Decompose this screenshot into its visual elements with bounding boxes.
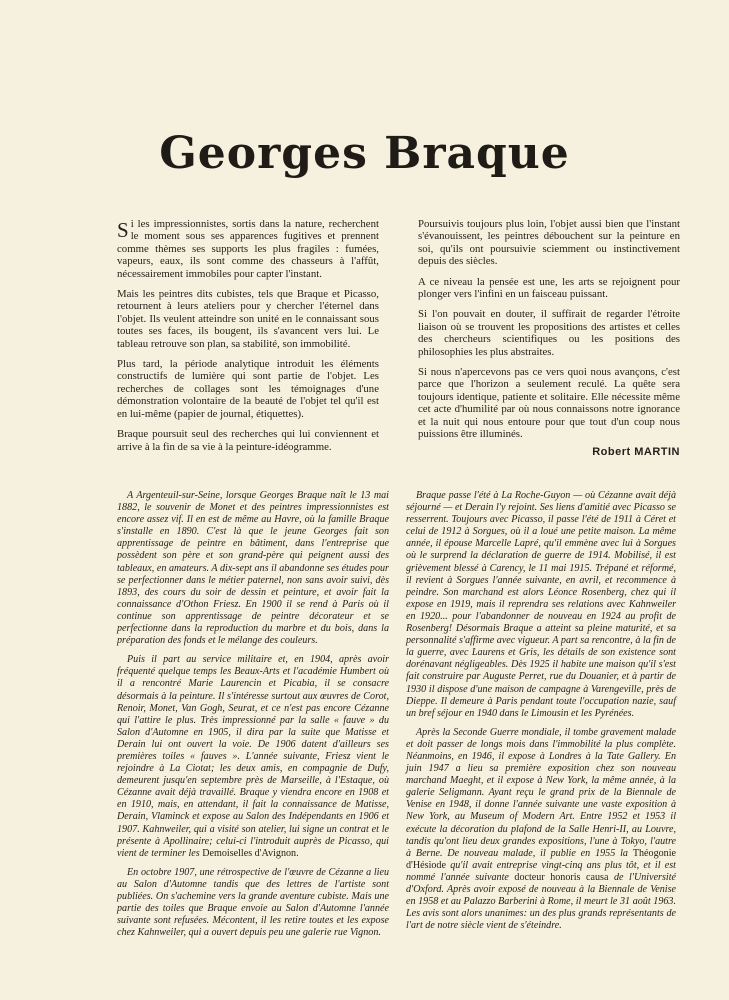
intro-left-column xyxy=(117,218,379,461)
intro-text: i les impressionnistes, sortis dans la nature, recherchent le moment sous ses apparences fugitives et prennent comme thèmes ses supports les plus fragiles : fumées, vapeurs, eaux, ils sont comme des chasseurs à l'affût, nécessairement immobiles pour capter l'instant. xyxy=(117,218,379,280)
biography-text: qu'il avait entreprise vingt-cinq ans plus tôt, et il est nommé l'année suivante xyxy=(406,859,676,883)
biography-paragraph: Braque passe l'été à La Roche-Guyon — où Cézanne avait déjà séjourné — et Derain l'y rejoint. Ses liens d'amitié avec Picasso se resserrent. Toujours avec Picasso, il passe l'été de 1911 à Céret et celui de 1912 à Sorgues, où il a loué une petite maison. La même année, il épouse Marcelle Lapré, qu'il emmène avec lui à Sorgues où le surprend la déclaration de guerre de 1914. Mobilisé, il est grièvement blessé à Carency, le 11 mai 1915. Trépané et réformé, il revient à Sorgues l'année suivante, en avril, et recommence à peindre. Son marchand est alors Léonce Rosenberg, chez qui il expose en 1919, mais il reprendra ses relations avec Kahnweiler en 1920... pour l'abandonner de nouveau en 1924 au profit de Rosenberg! Désormais Braque a atteint sa pleine maturité, et sa personnalité s'affirme avec vigueur. A part sa rencontre, à la fin de la guerre, avec Laurens et Gris, les détails de son existence sont dorénavant négligeables. Dès 1925 il habite une maison qu'il s'est fait construire par Auguste Perret, rue du Douanier, et à partir de 1930 il dispose d'une maison de campagne à Varengeville, près de Dieppe. Il demeure à Paris pendant toute l'occupation nazie, sauf un bref séjour en 1940 dans le Limousin et les Pyrénées. xyxy=(406,490,676,719)
intro-paragraph: A ce niveau la pensée est une, les arts se rejoignent pour plonger vers l'infini en un faisceau puissant. xyxy=(418,275,680,301)
honor-title: docteur honoris causa xyxy=(514,871,609,883)
artwork-title: Théogonie d'Hésiode xyxy=(406,847,676,871)
intro-paragraph: Si nous n'apercevons pas ce vers quoi nous avançons, c'est parce que l'horizon a seulement reculé. La quête sera toujours identique, patiente et solitaire. Elle nécessite même cet acte d'humilité par où nous connaissons notre ignorance et la nuit qui nous entoure pour que tout d'un coup nous puissions être illuminés. xyxy=(418,366,680,441)
biography-text: Après la Seconde Guerre mondiale, il tombe gravement malade et doit passer de longs mois dans l'immobilité la plus complète. Néanmoins, en 1946, il expose à Londres à la Tate Gallery. En juin 1947 a lieu sa première exposition chez son nouveau marchand Maeght, et il expose à New York, la même année, à la galerie Seligmann. Ayant reçu le grand prix de la Biennale de Venise en 1948, il donne l'année suivante une vaste exposition à New York, au Museum of Modern Art. Entre 1952 et 1953 il exécute la décoration du plafond de la Salle Henri-II, au Louvre, tandis qu'ont lieu deux grandes expositions, l'une à Tokyo, l'autre à Berne. De nouveau malade, il publie en 1955 la xyxy=(406,726,676,859)
intro-paragraph: Si l'on pouvait en douter, il suffirait de regarder l'étroite liaison où se trouvent les propositions des artistes et celles des chercheurs scientifiques ou les positions des philosophies les plus abstraites. xyxy=(418,308,680,358)
intro-paragraph xyxy=(117,218,379,280)
biography-paragraph: En octobre 1907, une rétrospective de l'œuvre de Cézanne a lieu au Salon d'Automne tandis que des lettres de l'artiste sont publiées. On s'achemine vers la grande aventure cubiste. Mais une partie des toiles que Braque envoie au Salon d'Automne l'année suivante sont refusées. Mécontent, il les retire toutes et les expose chez Kahnweiler, qui a ouvert depuis peu une galerie rue Vignon. xyxy=(117,866,389,939)
biography-paragraph xyxy=(117,654,389,860)
biography-text: de l'Université d'Oxford. Après avoir exposé de nouveau à la Biennale de Venise en 1958 et au Palazzo Barberini à Rome, il meurt le 31 août 1963. Les avis sont alors unanimes: un des plus grands représentants de l'art de notre siècle vient de s'éteindre. xyxy=(406,871,677,932)
artwork-title: Demoiselles d'Avignon. xyxy=(202,847,299,859)
intro-paragraph: Poursuivis toujours plus loin, l'objet aussi bien que l'instant s'évanouissent, les peintres débouchent sur la peinture en soi, qu'ils ont poursuivie sciemment ou instinctivement depuis des siècles. xyxy=(418,218,680,268)
page-title: Georges Braque xyxy=(159,128,570,179)
biography-right-column xyxy=(406,490,676,939)
drop-cap: S xyxy=(117,218,129,242)
biography-paragraph xyxy=(406,727,676,933)
biography-paragraph: A Argenteuil-sur-Seine, lorsque Georges Braque naît le 13 mai 1882, le souvenir de Monet et des peintres impressionnistes est encore assez vif. Il en est de même au Havre, où la famille Braque s'installe en 1890. C'est là que le jeune Georges fait son apprentissage de peintre en bâtiment, dans l'entreprise que possèdent son père et son grand-père qui peignent aussi des tableaux, en amateurs. A dix-sept ans il abandonne ses études pour se perfectionner dans le métier paternel, non sans avoir suivi, dès 1893, des cours du soir de dessin et peinture, et avoir fait la connaissance d'Othon Friesz. En 1900 il se rend à Paris où il continue son apprentissage de peintre décorateur et se perfectionne dans la reproduction du marbre et du bois, dans la préparation des fonds et le mélange des couleurs. xyxy=(117,490,389,647)
biography-left-column xyxy=(117,490,389,946)
biography-text: Puis il part au service militaire et, en 1904, après avoir fréquenté quelque temps les Beaux-Arts et l'académie Humbert où il a rencontré Marie Laurencin et Picabia, il se consacre désormais à la peinture. Il s'intéresse surtout aux œuvres de Corot, Renoir, Monet, Van Gogh, Seurat, et ce n'est pas encore Cézanne qui l'attire le plus. Très impressionné par la salle « fauve » du Salon d'Automne en 1905, il dira par la suite que Matisse et Derain lui ont ouvert la voie. De 1906 datent d'ailleurs ses premières toiles « fauves ». L'année suivante, Friesz vient le rejoindre à La Ciotat; les deux amis, en compagnie de Dufy, demeurent jusqu'en septembre près de Marseille, à l'Estaque, où Cézanne avait déjà travaillé. Braque y viendra encore en 1908 et en 1910, mais, en attendant, il fait la connaissance de Matisse, Derain, Vlaminck et expose au Salon des Indépendants en 1906 et 1907. Kahnweiler, qui a visité son atelier, lui signe un contrat et le présente à Apollinaire; celui-ci l'introduit auprès de Picasso, qui vient de terminer les xyxy=(117,654,389,859)
intro-right-column xyxy=(418,218,680,458)
intro-paragraph: Braque poursuit seul des recherches qui lui conviennent et arrive à la fin de sa vie à la peinture-idéogramme. xyxy=(117,428,379,453)
intro-paragraph: Plus tard, la période analytique introduit les éléments constructifs de lumière qui sont partie de l'objet. Les recherches de collages sont les témoignages d'une démonstration volontaire de la beauté de l'objet tel qu'il est en lui-même (papier de journal, étiquettes). xyxy=(117,358,379,420)
intro-paragraph: Mais les peintres dits cubistes, tels que Braque et Picasso, retournent à leurs ateliers pour y chercher l'éternel dans l'objet. Ils veulent atteindre son unité en le connaissant sous toutes ses faces, ils bougent, ils s'avancent vers lui. Le tableau retrouve son plan, sa stabilité, son immobilité. xyxy=(117,288,379,350)
author-signature: Robert MARTIN xyxy=(592,445,680,458)
